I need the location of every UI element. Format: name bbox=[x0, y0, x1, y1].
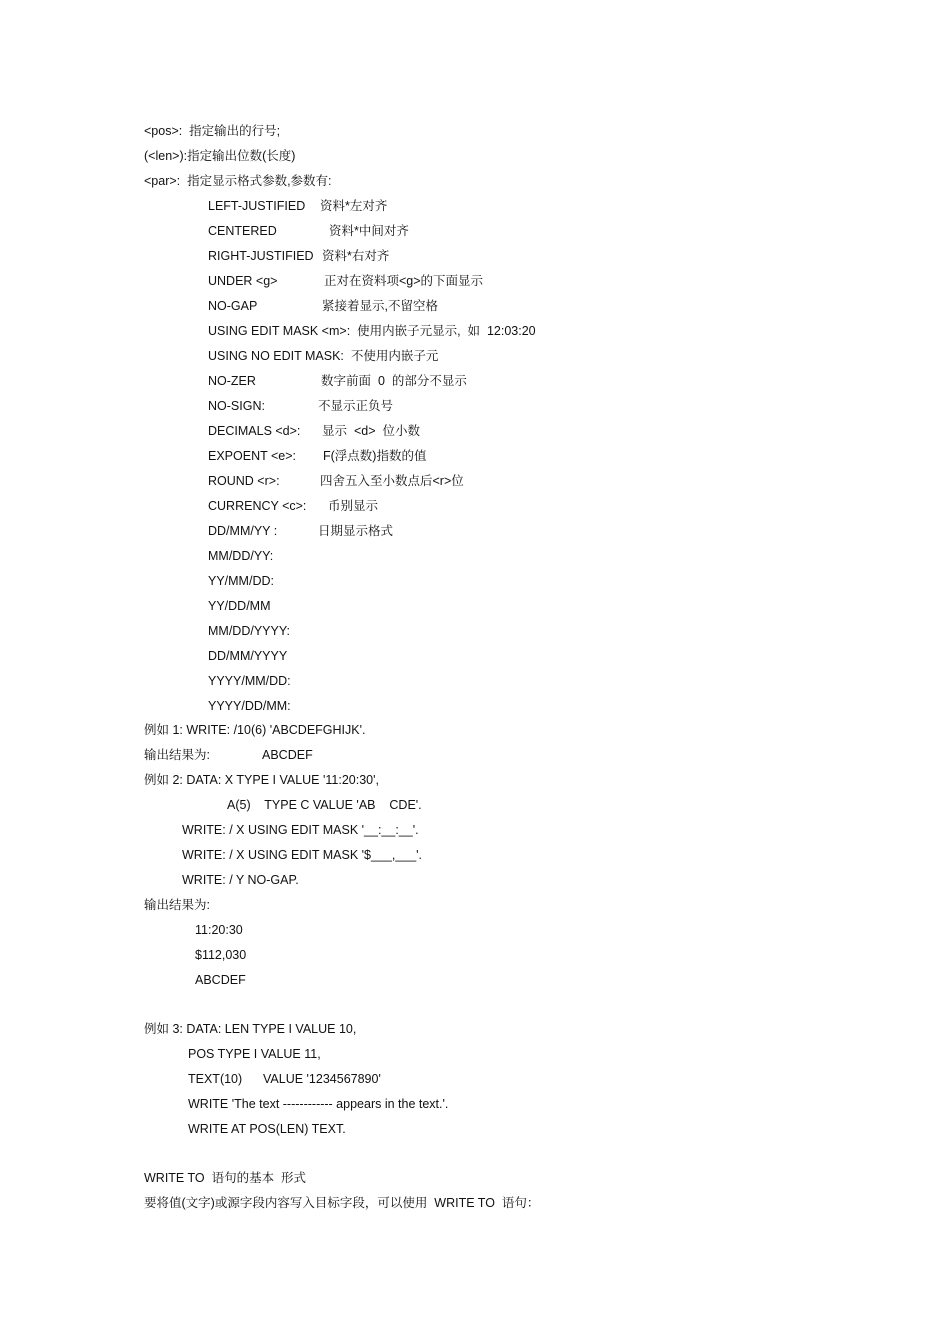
param-name: DD/MM/YYYY bbox=[208, 649, 288, 663]
example-3-code-line: TEXT(10) VALUE '1234567890' bbox=[188, 1072, 381, 1086]
param-name: CENTERED bbox=[208, 224, 277, 238]
param-desc: 日期显示格式 bbox=[318, 524, 394, 538]
param-name: YYYY/DD/MM: bbox=[208, 699, 291, 713]
param-desc: 资料*中间对齐 bbox=[329, 224, 409, 238]
param-name: LEFT-JUSTIFIED bbox=[208, 199, 306, 213]
param-desc: 正对在资料项<g>的下面显示 bbox=[324, 274, 484, 288]
param-name: NO-GAP bbox=[208, 299, 258, 313]
param-name: MM/DD/YY: bbox=[208, 549, 274, 563]
param-name: RIGHT-JUSTIFIED bbox=[208, 249, 314, 263]
example-2-output-value: ABCDEF bbox=[195, 973, 246, 987]
example-3-code-line: WRITE 'The text ------------ appears in the text.'. bbox=[188, 1097, 449, 1111]
param-name: DECIMALS <d>: bbox=[208, 424, 301, 438]
param-name: USING NO EDIT MASK: 不使用内嵌子元 bbox=[208, 349, 439, 363]
param-name: UNDER <g> bbox=[208, 274, 278, 288]
len-description: (<len>):指定输出位数(长度) bbox=[144, 149, 296, 163]
example-2-code-line: WRITE: / X USING EDIT MASK '__:__:__'. bbox=[182, 823, 419, 837]
param-desc: 四舍五入至小数点后<r>位 bbox=[320, 474, 464, 488]
example-2-output-value: $112,030 bbox=[195, 948, 247, 962]
param-name: CURRENCY <c>: bbox=[208, 499, 307, 513]
param-name: EXPOENT <e>: bbox=[208, 449, 297, 463]
section-heading: WRITE TO 语句的基本 形式 bbox=[144, 1171, 307, 1185]
param-name: NO-ZER bbox=[208, 374, 256, 388]
param-desc: 不显示正负号 bbox=[318, 399, 394, 413]
example-2-code-line: WRITE: / Y NO-GAP. bbox=[182, 873, 299, 887]
example-2-output-label: 输出结果为: bbox=[144, 898, 210, 912]
example-2-code-line: A(5) TYPE C VALUE 'AB CDE'. bbox=[227, 798, 422, 812]
param-desc: 资料*右对齐 bbox=[322, 249, 390, 263]
section-description: 要将值(文字)或源字段内容写入目标字段，可以使用 WRITE TO 语句： bbox=[144, 1196, 540, 1210]
param-name: ROUND <r>: bbox=[208, 474, 280, 488]
param-desc: 显示 <d> 位小数 bbox=[322, 424, 420, 438]
param-name: MM/DD/YYYY: bbox=[208, 624, 290, 638]
par-description: <par>: 指定显示格式参数,参数有: bbox=[144, 174, 332, 188]
param-name: YY/DD/MM bbox=[208, 599, 271, 613]
example-3-code-line: WRITE AT POS(LEN) TEXT. bbox=[188, 1122, 346, 1136]
param-name: USING EDIT MASK <m>: 使用内嵌子元显示, 如 12:03:20 bbox=[208, 324, 536, 338]
param-desc: 紧接着显示,不留空格 bbox=[322, 299, 438, 313]
example-3-code-line: 例如 3: DATA: LEN TYPE I VALUE 10, bbox=[144, 1022, 357, 1036]
example-2-output-value: 11:20:30 bbox=[195, 923, 243, 937]
param-desc: 币别显示 bbox=[328, 499, 379, 513]
example-1-output-value: ABCDEF bbox=[262, 748, 313, 762]
example-2-code-line: WRITE: / X USING EDIT MASK '$___,___'. bbox=[182, 848, 423, 862]
example-1-code: 例如 1: WRITE: /10(6) 'ABCDEFGHIJK'. bbox=[144, 723, 366, 737]
param-name: NO-SIGN: bbox=[208, 399, 265, 413]
pos-description: <pos>: 指定输出的行号; bbox=[144, 124, 281, 138]
example-2-code-line: 例如 2: DATA: X TYPE I VALUE '11:20:30', bbox=[144, 773, 379, 787]
param-desc: 数字前面 0 的部分不显示 bbox=[321, 374, 467, 388]
param-name: DD/MM/YY : bbox=[208, 524, 278, 538]
param-name: YY/MM/DD: bbox=[208, 574, 274, 588]
param-desc: F(浮点数)指数的值 bbox=[323, 449, 427, 463]
param-name: YYYY/MM/DD: bbox=[208, 674, 291, 688]
param-desc: 资料*左对齐 bbox=[320, 199, 388, 213]
example-1-output-label: 输出结果为: bbox=[144, 748, 210, 762]
example-3-code-line: POS TYPE I VALUE 11, bbox=[188, 1047, 321, 1061]
